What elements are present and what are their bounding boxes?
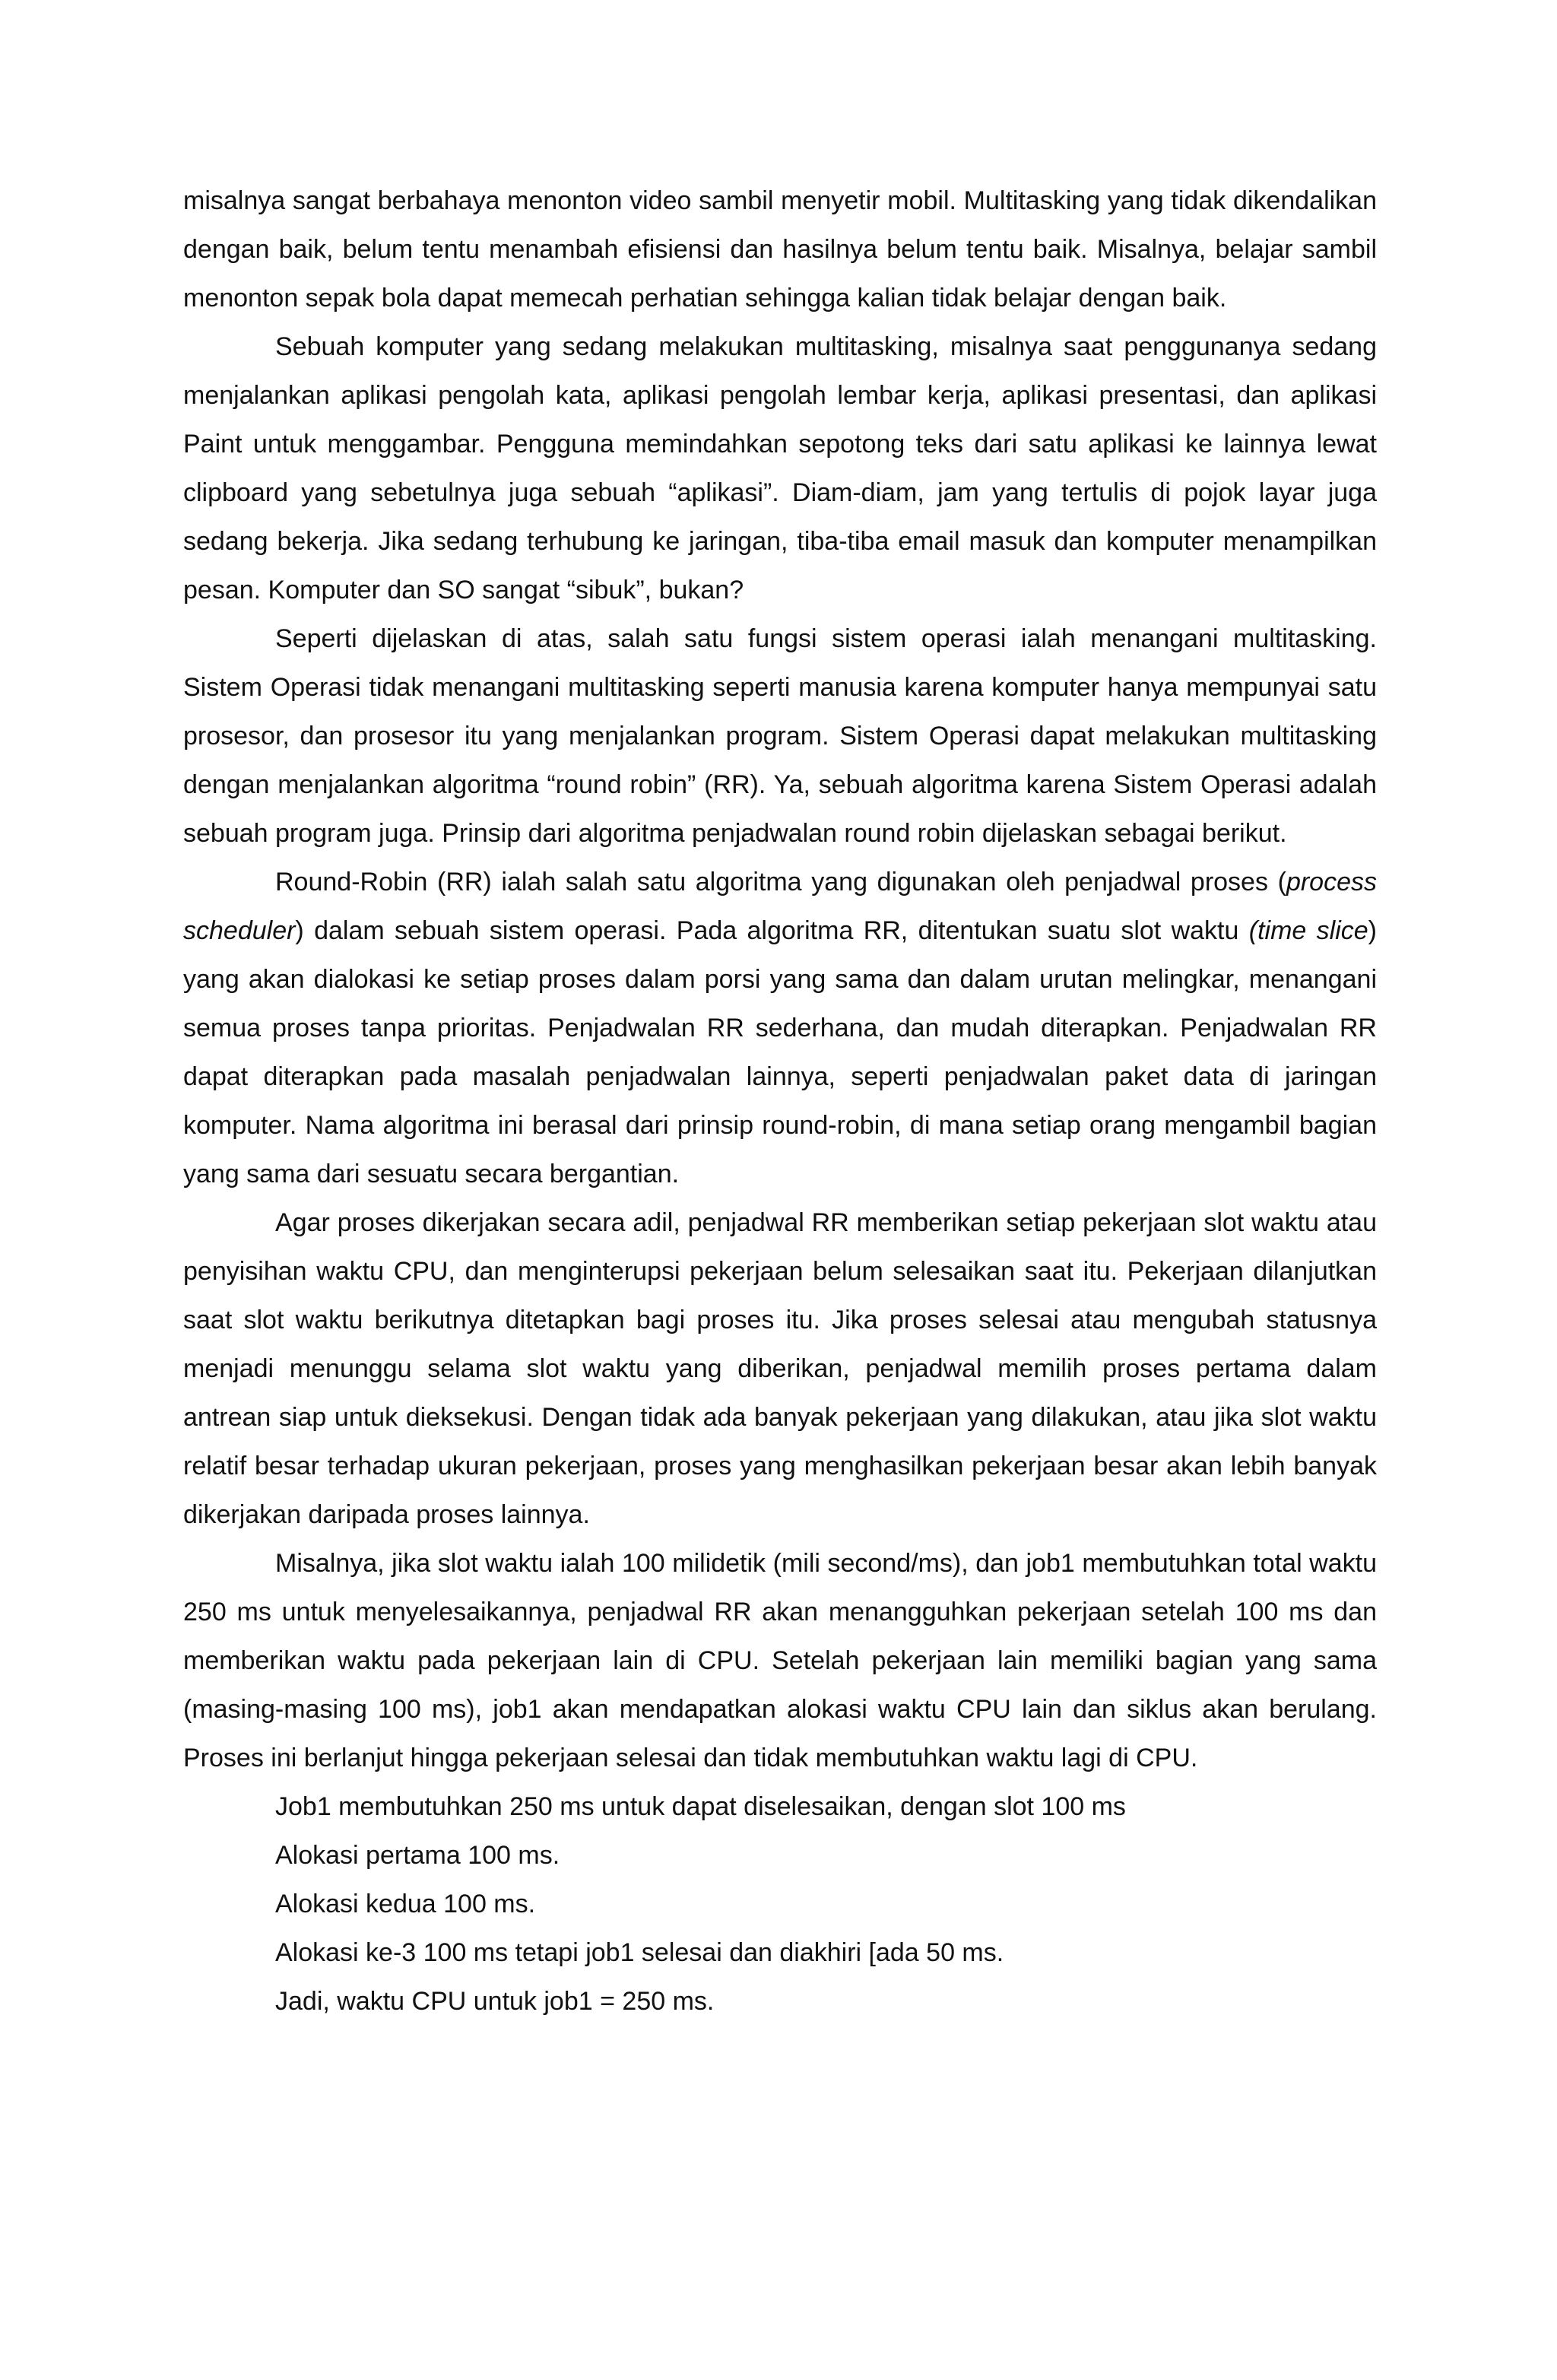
rr-intro-text: Round-Robin (RR) ialah salah satu algoritma yang digunakan oleh penjadwal proses ( xyxy=(275,868,1286,896)
example-line: Job1 membutuhkan 250 ms untuk dapat diselesaikan, dengan slot 100 ms xyxy=(275,1792,1126,1821)
paragraph-multitasking-human: misalnya sangat berbahaya menonton video sambil menyetir mobil. Multitasking yang tidak dikendalikan dengan baik, belum tentu menambah efisiensi dan hasilnya belum tentu baik. Misalnya, belajar sambil menonton sepak bola dapat memecah perhatian sehingga kalian tidak belajar dengan baik. xyxy=(183,186,1377,313)
example-allocation-list xyxy=(183,1782,1377,2026)
paragraph-computer-multitasking: Sebuah komputer yang sedang melakukan multitasking, misalnya saat penggunanya sedang menjalankan aplikasi pengolah kata, aplikasi pengolah lembar kerja, aplikasi presentasi, dan aplikasi Paint untuk menggambar. Pengguna memindahkan sepotong teks dari satu aplikasi ke lainnya lewat clipboard yang sebetulnya juga sebuah “aplikasi”. Diam-diam, jam yang tertulis di pojok layar juga sedang bekerja. Jika sedang terhubung ke jaringan, tiba-tiba email masuk dan komputer menampilkan pesan. Komputer dan SO sangat “sibuk”, bukan? xyxy=(183,332,1377,605)
paragraph-os-round-robin: Seperti dijelaskan di atas, salah satu fungsi sistem operasi ialah menangani multitasking. Sistem Operasi tidak menangani multitasking seperti manusia karena komputer hanya mempunyai satu prosesor, dan prosesor itu yang menjalankan program. Sistem Operasi dapat melakukan multitasking dengan menjalankan algoritma “round robin” (RR). Ya, sebuah algoritma karena Sistem Operasi adalah sebuah program juga. Prinsip dari algoritma penjadwalan round robin dijelaskan sebagai berikut. xyxy=(183,624,1377,848)
paragraph-example-job1: Misalnya, jika slot waktu ialah 100 milidetik (mili second/ms), dan job1 membutuhkan total waktu 250 ms untuk menyelesaikannya, penjadwal RR akan menangguhkan pekerjaan setelah 100 ms dan memberikan waktu pada pekerjaan lain di CPU. Setelah pekerjaan lain memiliki bagian yang sama (masing-masing 100 ms), job1 akan mendapatkan alokasi waktu CPU lain dan siklus akan berulang. Proses ini berlanjut hingga pekerjaan selesai dan tidak membutuhkan waktu lagi di CPU. xyxy=(183,1549,1377,1772)
example-line: Alokasi ke-3 100 ms tetapi job1 selesai dan diakhiri [ada 50 ms. xyxy=(275,1938,1004,1967)
document-page xyxy=(183,176,1377,2026)
paragraph-fair-scheduling: Agar proses dikerjakan secara adil, penjadwal RR memberikan setiap pekerjaan slot waktu atau penyisihan waktu CPU, dan menginterupsi pekerjaan belum selesaikan saat itu. Pekerjaan dilanjutkan saat slot waktu berikutnya ditetapkan bagi proses itu. Jika proses selesai atau mengubah statusnya menjadi menunggu selama slot waktu yang diberikan, penjadwal memilih proses pertama dalam antrean siap untuk dieksekusi. Dengan tidak ada banyak pekerjaan yang dilakukan, atau jika slot waktu relatif besar terhadap ukuran pekerjaan, proses yang menghasilkan pekerjaan besar akan lebih banyak dikerjakan daripada proses lainnya. xyxy=(183,1208,1377,1529)
example-line: Alokasi kedua 100 ms. xyxy=(275,1890,536,1918)
example-line: Jadi, waktu CPU untuk job1 = 250 ms. xyxy=(275,1987,715,2016)
rr-rest-text: ) yang akan dialokasi ke setiap proses dalam porsi yang sama dan dalam urutan melingkar, menangani semua proses tanpa prioritas. Penjadwalan RR sederhana, dan mudah diterapkan. Penjadwalan RR dapat diterapkan pada masalah penjadwalan lainnya, seperti penjadwalan paket data di jaringan komputer. Nama algoritma ini berasal dari prinsip round-robin, di mana setiap orang mengambil bagian yang sama dari sesuatu secara bergantian. xyxy=(183,916,1377,1188)
example-line: Alokasi pertama 100 ms. xyxy=(275,1841,560,1870)
process-scheduler-term: process scheduler xyxy=(183,868,1377,945)
paragraph-round-robin-definition xyxy=(183,858,1377,1198)
time-slice-term: (time slice xyxy=(1248,916,1368,945)
rr-mid-text: ) dalam sebuah sistem operasi. Pada algoritma RR, ditentukan suatu slot waktu xyxy=(295,916,1249,945)
